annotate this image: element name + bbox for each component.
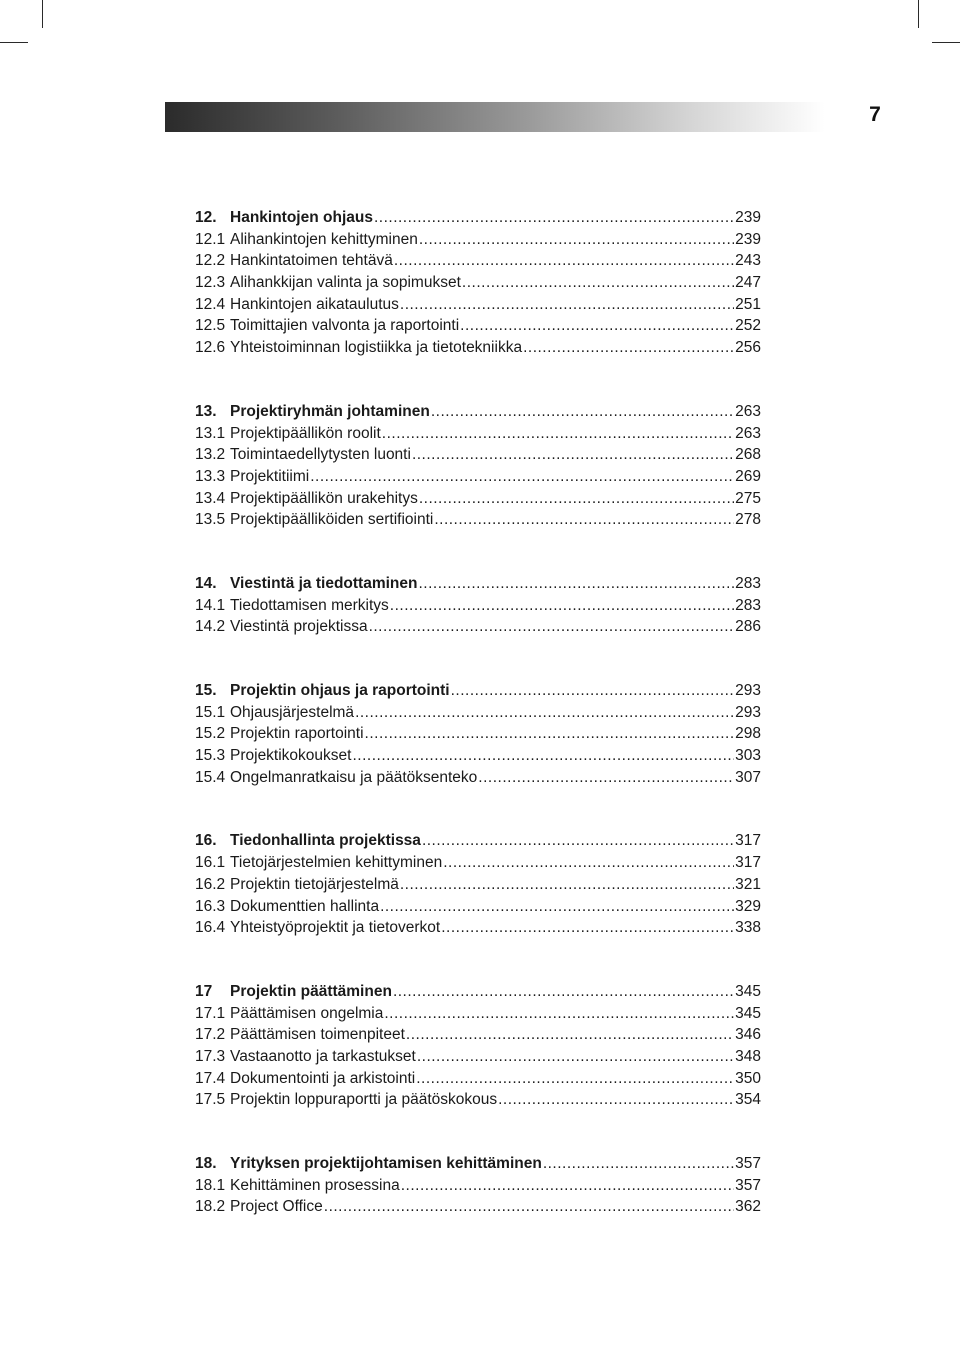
toc-dot-leader (406, 1024, 734, 1046)
toc-entry-title: Päättämisen ongelmia (230, 1004, 384, 1022)
toc-entry[interactable] (195, 509, 761, 531)
header-band (165, 102, 825, 132)
toc-entry-title: Alihankkijan valinta ja sopimukset (230, 274, 461, 292)
toc-entry[interactable] (195, 423, 761, 445)
toc-dot-leader (441, 917, 734, 939)
toc-entry-page: 286 (735, 618, 761, 636)
toc-entry-number: 14. (195, 574, 217, 592)
toc-entry-title: Yhteistoiminnan logistiikka ja tietotekniikka (230, 339, 523, 357)
toc-dot-leader (417, 1046, 734, 1068)
toc-entry-title: Hankintojen aikataulutus (230, 295, 399, 313)
toc-entry[interactable] (195, 595, 761, 617)
toc-entry-title: Ohjausjärjestelmä (230, 703, 355, 721)
toc-entry-page: 256 (735, 339, 761, 357)
toc-chapter-heading[interactable] (195, 680, 761, 702)
toc-entry-number: 16. (195, 832, 217, 850)
toc-dot-leader (400, 874, 734, 896)
toc-entry-number: 16.4 (195, 919, 226, 937)
toc-entry-page: 278 (735, 511, 761, 529)
toc-entry[interactable] (195, 616, 761, 638)
toc-dot-leader (443, 852, 734, 874)
toc-entry-number: 17.4 (195, 1069, 226, 1087)
toc-entry[interactable] (195, 745, 761, 767)
toc-entry[interactable] (195, 337, 761, 359)
toc-dot-leader (369, 616, 735, 638)
toc-dot-leader (393, 981, 734, 1003)
toc-dot-leader (419, 488, 734, 510)
toc-entry[interactable] (195, 767, 761, 789)
toc-entry-title: Projektin tietojärjestelmä (230, 875, 399, 893)
toc-entry-page: 263 (735, 424, 761, 442)
toc-entry[interactable] (195, 272, 761, 294)
toc-entry-page: 329 (735, 897, 761, 915)
toc-entry-title: Alihankintojen kehittyminen (230, 230, 418, 248)
toc-entry-page: 268 (735, 446, 761, 464)
toc-entry[interactable] (195, 488, 761, 510)
toc-entry-number: 15.2 (195, 725, 226, 743)
toc-entry-title: Toimintaedellytysten luonti (230, 446, 411, 464)
toc-entry[interactable] (195, 702, 761, 724)
toc-dot-leader (462, 272, 734, 294)
toc-dot-leader (434, 509, 734, 531)
toc-dot-leader (498, 1089, 734, 1111)
toc-entry-title: Tietojärjestelmien kehittyminen (230, 854, 443, 872)
toc-entry-title: Projektin päättäminen (230, 982, 392, 1000)
page-number: 7 (869, 103, 881, 126)
toc-entry-page: 275 (735, 489, 761, 507)
toc-entry-title: Tiedottamisen merkitys (230, 596, 389, 614)
toc-dot-leader (416, 1068, 734, 1090)
toc-dot-leader (460, 315, 734, 337)
toc-entry-page: 346 (735, 1026, 761, 1044)
toc-entry-number: 16.1 (195, 854, 226, 872)
toc-entry-page: 345 (735, 982, 761, 1000)
toc-entry-page: 362 (735, 1198, 761, 1216)
toc-entry-title: Projektikokoukset (230, 747, 352, 765)
toc-entry-number: 13.4 (195, 489, 226, 507)
toc-entry-number: 13. (195, 402, 217, 420)
toc-entry[interactable] (195, 444, 761, 466)
toc-entry-number: 18.1 (195, 1176, 226, 1194)
toc-entry-title: Projektipäälliköiden sertifiointi (230, 511, 434, 529)
toc-dot-leader (431, 401, 734, 423)
toc-entry-page: 317 (735, 832, 761, 850)
toc-entry[interactable] (195, 1046, 761, 1068)
toc-dot-leader (324, 1196, 734, 1218)
toc-entry-title: Projektin loppuraportti ja päätöskokous (230, 1091, 498, 1109)
toc-entry[interactable] (195, 466, 761, 488)
toc-entry-page: 303 (735, 747, 761, 765)
toc-chapter-heading[interactable] (195, 1153, 761, 1175)
toc-entry[interactable] (195, 874, 761, 896)
toc-entry[interactable] (195, 723, 761, 745)
toc-entry-title: Dokumentointi ja arkistointi (230, 1069, 416, 1087)
toc-entry-page: 252 (735, 317, 761, 335)
toc-entry-page: 239 (735, 230, 761, 248)
toc-dot-leader (390, 595, 734, 617)
toc-entry[interactable] (195, 229, 761, 251)
toc-entry-title: Projektin raportointi (230, 725, 364, 743)
toc-entry-page: 269 (735, 467, 761, 485)
toc-entry-title: Vastaanotto ja tarkastukset (230, 1047, 416, 1065)
toc-entry-page: 348 (735, 1047, 761, 1065)
toc-entry-title: Ongelmanratkaisu ja päätöksenteko (230, 768, 478, 786)
toc-dot-leader (310, 466, 734, 488)
toc-entry-page: 338 (735, 919, 761, 937)
toc-dot-leader (384, 1003, 734, 1025)
toc-dot-leader (365, 723, 735, 745)
toc-entry-number: 13.5 (195, 511, 226, 529)
toc-entry-number: 17 (195, 982, 213, 1000)
toc-dot-leader (523, 337, 734, 359)
toc-chapter-heading[interactable] (195, 207, 761, 229)
toc-entry-number: 15. (195, 682, 217, 699)
toc-entry-title: Projektitiimi (230, 467, 310, 485)
toc-entry-page: 357 (735, 1176, 761, 1194)
toc-section (195, 981, 761, 1111)
toc-entry[interactable] (195, 250, 761, 272)
toc-entry-page: 243 (735, 252, 761, 270)
toc-entry-title: Viestintä projektissa (230, 618, 368, 636)
toc-section (195, 1153, 761, 1218)
toc-entry[interactable] (195, 896, 761, 918)
crop-mark-top-right (918, 0, 919, 28)
toc-entry-page: 350 (735, 1069, 761, 1087)
toc-entry-title: Projektiryhmän johtaminen (230, 402, 430, 420)
toc-entry-number: 12.6 (195, 339, 226, 357)
toc-entry-number: 18. (195, 1155, 217, 1172)
toc-entry-number: 16.3 (195, 897, 226, 915)
toc-chapter-heading[interactable] (195, 401, 761, 423)
toc-entry-page: 354 (735, 1091, 761, 1109)
toc-entry-page: 345 (735, 1004, 761, 1022)
toc-dot-leader (419, 229, 734, 251)
toc-entry[interactable] (195, 1175, 761, 1197)
toc-entry-page: 263 (735, 402, 761, 420)
toc-section (195, 401, 761, 531)
toc-entry-number: 12.5 (195, 317, 226, 335)
toc-entry-page: 298 (735, 725, 761, 743)
toc-section (195, 830, 761, 938)
toc-entry[interactable] (195, 1089, 761, 1111)
toc-entry-number: 12.4 (195, 295, 226, 313)
toc-entry-title: Tiedonhallinta projektissa (230, 832, 421, 850)
toc-entry-title: Projektin ohjaus ja raportointi (230, 682, 450, 699)
toc-dot-leader (543, 1153, 734, 1175)
toc-entry[interactable] (195, 852, 761, 874)
toc-entry-title: Viestintä ja tiedottaminen (230, 574, 418, 592)
toc-entry-title: Project Office (230, 1198, 323, 1216)
toc-entry[interactable] (195, 917, 761, 939)
toc-entry-number: 13.3 (195, 467, 226, 485)
toc-entry-title: Projektipäällikön urakehitys (230, 489, 418, 507)
toc-dot-leader (382, 423, 734, 445)
toc-dot-leader (380, 896, 734, 918)
toc-section (195, 207, 761, 359)
toc-entry-number: 15.3 (195, 747, 226, 765)
toc-dot-leader (412, 444, 734, 466)
toc-dot-leader (352, 745, 734, 767)
toc-entry-page: 239 (735, 209, 761, 226)
toc-entry-number: 15.1 (195, 703, 226, 721)
toc-entry[interactable] (195, 1024, 761, 1046)
crop-mark-left-top (0, 42, 28, 43)
toc-entry-title: Kehittäminen prosessina (230, 1176, 400, 1194)
toc-dot-leader (422, 830, 734, 852)
toc-entry-title: Projektipäällikön roolit (230, 424, 381, 442)
toc-entry-page: 293 (735, 703, 761, 721)
toc-entry-number: 12.1 (195, 230, 226, 248)
table-of-contents (195, 207, 761, 1260)
toc-entry[interactable] (195, 1003, 761, 1025)
crop-mark-right-top (932, 42, 960, 43)
toc-entry-number: 17.3 (195, 1047, 226, 1065)
toc-entry-number: 14.2 (195, 618, 226, 636)
toc-entry-number: 13.2 (195, 446, 226, 464)
toc-entry[interactable] (195, 315, 761, 337)
toc-entry-page: 317 (735, 854, 761, 872)
toc-section (195, 680, 761, 788)
toc-entry-number: 12. (195, 209, 217, 226)
toc-entry-number: 17.1 (195, 1004, 226, 1022)
toc-entry-page: 283 (735, 574, 761, 592)
toc-dot-leader (400, 294, 734, 316)
toc-entry-title: Päättämisen toimenpiteet (230, 1026, 405, 1044)
toc-entry-page: 247 (735, 274, 761, 292)
toc-dot-leader (478, 767, 734, 789)
toc-entry-title: Hankintatoimen tehtävä (230, 252, 393, 270)
toc-entry-page: 251 (735, 295, 761, 313)
toc-chapter-heading[interactable] (195, 573, 761, 595)
toc-dot-leader (394, 250, 734, 272)
crop-mark-top-left (42, 0, 43, 28)
toc-dot-leader (451, 680, 735, 702)
toc-entry-title: Dokumenttien hallinta (230, 897, 380, 915)
toc-dot-leader (401, 1175, 734, 1197)
toc-dot-leader (355, 702, 734, 724)
toc-entry-number: 17.5 (195, 1091, 226, 1109)
toc-dot-leader (374, 207, 734, 229)
toc-entry-number: 15.4 (195, 768, 226, 786)
toc-entry-number: 12.2 (195, 252, 226, 270)
toc-entry-page: 321 (735, 875, 761, 893)
toc-entry-number: 18.2 (195, 1198, 226, 1216)
toc-entry-number: 14.1 (195, 596, 226, 614)
toc-entry-page: 307 (735, 768, 761, 786)
toc-entry-title: Hankintojen ohjaus (230, 209, 373, 226)
toc-entry-title: Toimittajien valvonta ja raportointi (230, 317, 460, 335)
toc-dot-leader (418, 573, 734, 595)
toc-entry-number: 17.2 (195, 1026, 226, 1044)
toc-entry[interactable] (195, 1068, 761, 1090)
toc-entry-number: 13.1 (195, 424, 226, 442)
toc-entry-page: 283 (735, 596, 761, 614)
toc-entry[interactable] (195, 1196, 761, 1218)
toc-entry-number: 16.2 (195, 875, 226, 893)
toc-section (195, 573, 761, 638)
toc-chapter-heading[interactable] (195, 981, 761, 1003)
toc-entry-title: Yhteistyöprojektit ja tietoverkot (230, 919, 441, 937)
toc-entry-page: 293 (735, 682, 761, 699)
toc-entry[interactable] (195, 294, 761, 316)
toc-chapter-heading[interactable] (195, 830, 761, 852)
toc-entry-page: 357 (735, 1155, 761, 1172)
toc-entry-title: Yrityksen projektijohtamisen kehittäminen (230, 1155, 542, 1172)
toc-entry-number: 12.3 (195, 274, 226, 292)
